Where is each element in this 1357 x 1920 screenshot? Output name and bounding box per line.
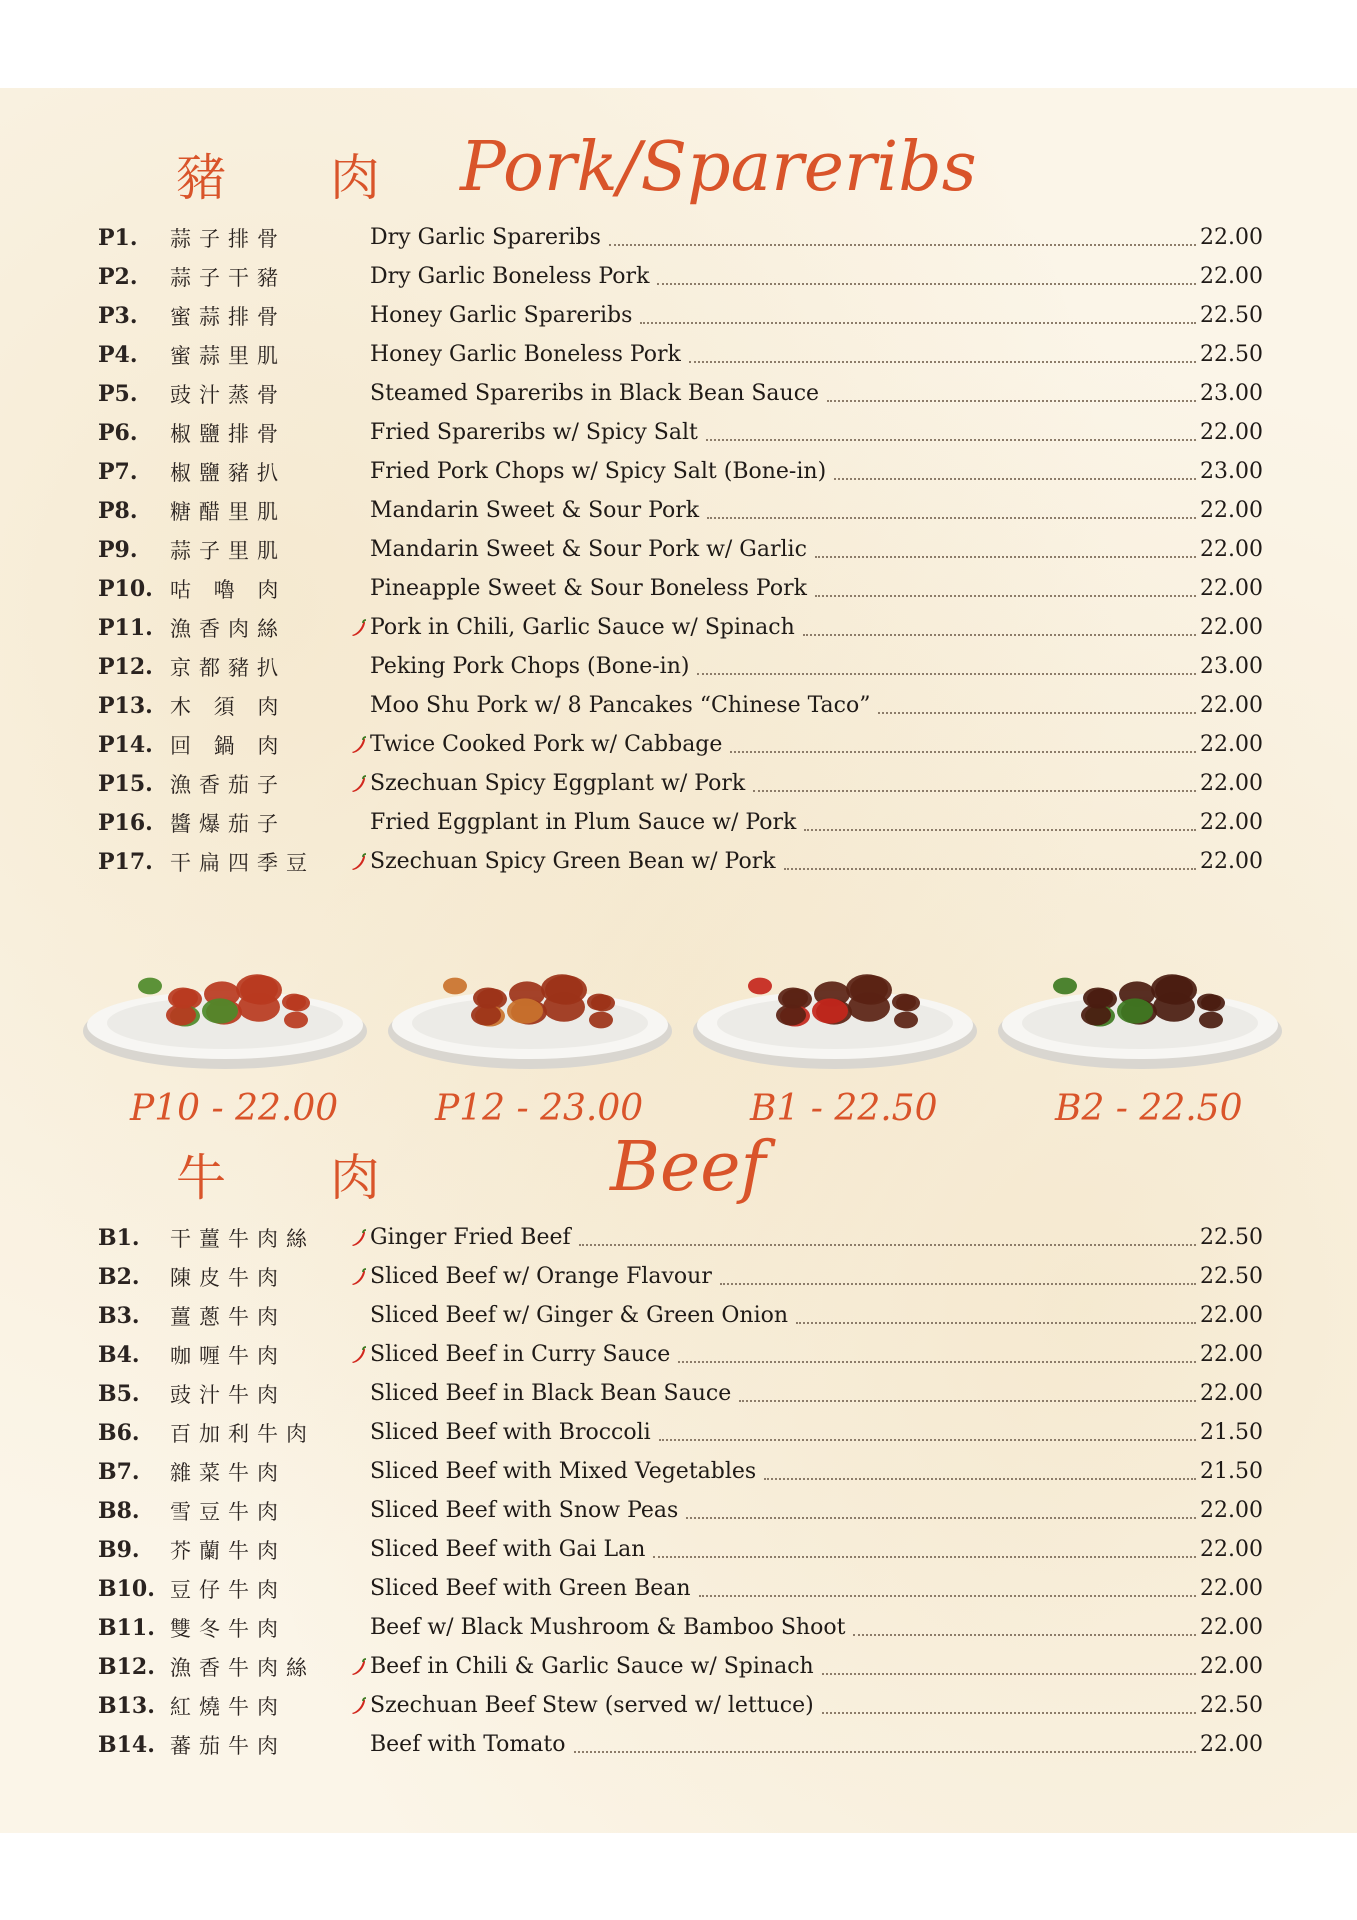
- menu-item-code: P15.: [98, 770, 153, 797]
- menu-item-english-name: Szechuan Spicy Eggplant w/ Pork: [370, 771, 746, 796]
- menu-item-chinese-name: 芥蘭牛肉: [170, 1538, 286, 1563]
- menu-item-chinese-name: 紅燒牛肉: [170, 1694, 286, 1719]
- menu-item-price: 22.00: [1200, 1303, 1263, 1328]
- menu-item-english-name: Sliced Beef with Snow Peas: [370, 1498, 679, 1523]
- menu-item-row: [98, 1335, 1263, 1374]
- dish-photo-strip: [80, 923, 1280, 1073]
- menu-item-row: [98, 647, 1263, 686]
- menu-item-code: P9.: [98, 536, 138, 563]
- menu-item-code: P4.: [98, 341, 138, 368]
- pork-item-list: [98, 218, 1263, 881]
- menu-item-row: [98, 725, 1263, 764]
- menu-item-english-name: Beef w/ Black Mushroom & Bamboo Shoot: [370, 1615, 846, 1640]
- menu-item-english-name: Sliced Beef with Green Bean: [370, 1576, 691, 1601]
- menu-item-row: [98, 686, 1263, 725]
- menu-item-chinese-name: 蜜蒜排骨: [170, 304, 286, 329]
- menu-item-row: [98, 1725, 1263, 1764]
- dotted-leader: [707, 517, 1196, 519]
- menu-item-chinese-name: 咖喱牛肉: [170, 1343, 286, 1368]
- menu-item-price: 22.50: [1200, 1693, 1263, 1718]
- menu-item-row: [98, 257, 1263, 296]
- dotted-leader: [659, 1439, 1196, 1441]
- menu-item-price: 22.00: [1200, 771, 1263, 796]
- dish-photo-p10: [80, 923, 370, 1073]
- dotted-leader: [678, 1361, 1196, 1363]
- menu-item-row: [98, 1530, 1263, 1569]
- dish-photo-b1: [690, 923, 980, 1073]
- menu-item-code: B14.: [98, 1731, 155, 1758]
- menu-item-english-name: Pork in Chili, Garlic Sauce w/ Spinach: [370, 615, 795, 640]
- menu-item-code: B9.: [98, 1536, 140, 1563]
- dotted-leader: [739, 1400, 1196, 1402]
- menu-item-english-name: Sliced Beef with Gai Lan: [370, 1537, 646, 1562]
- menu-item-price: 22.00: [1200, 615, 1263, 640]
- menu-item-code: P14.: [98, 731, 153, 758]
- menu-item-chinese-name: 木 須 肉: [170, 694, 287, 719]
- dotted-leader: [803, 634, 1196, 636]
- dotted-leader: [764, 1478, 1196, 1480]
- menu-item-english-name: Sliced Beef in Black Bean Sauce: [370, 1381, 732, 1406]
- menu-item-code: P5.: [98, 380, 138, 407]
- menu-item-english-name: Fried Spareribs w/ Spicy Salt: [370, 420, 698, 445]
- menu-item-code: P7.: [98, 458, 138, 485]
- menu-item-chinese-name: 蒜子干豬: [170, 265, 286, 290]
- menu-item-row: [98, 1452, 1263, 1491]
- menu-item-chinese-name: 漁香茄子: [170, 772, 286, 797]
- beef-item-list: [98, 1218, 1263, 1764]
- chili-pepper-icon: [348, 1696, 368, 1716]
- menu-item-row: [98, 452, 1263, 491]
- menu-item-price: 22.00: [1200, 420, 1263, 445]
- menu-item-row: [98, 608, 1263, 647]
- dotted-leader: [822, 1673, 1196, 1675]
- dotted-leader: [804, 829, 1196, 831]
- chili-pepper-icon: [348, 1267, 368, 1287]
- menu-item-chinese-name: 回 鍋 肉: [170, 733, 287, 758]
- menu-item-code: P10.: [98, 575, 153, 602]
- menu-item-chinese-name: 干薑牛肉絲: [170, 1226, 315, 1251]
- dotted-leader: [579, 1244, 1196, 1246]
- menu-item-english-name: Sliced Beef with Broccoli: [370, 1420, 651, 1445]
- menu-item-code: P17.: [98, 848, 153, 875]
- menu-item-english-name: Pineapple Sweet & Sour Boneless Pork: [370, 576, 807, 601]
- menu-item-english-name: Sliced Beef w/ Orange Flavour: [370, 1264, 712, 1289]
- menu-item-code: P12.: [98, 653, 153, 680]
- dotted-leader: [753, 790, 1196, 792]
- menu-item-chinese-name: 雙冬牛肉: [170, 1616, 286, 1641]
- menu-item-code: P13.: [98, 692, 153, 719]
- menu-item-chinese-name: 蕃茄牛肉: [170, 1733, 286, 1758]
- menu-item-price: 22.00: [1200, 264, 1263, 289]
- menu-item-code: P8.: [98, 497, 138, 524]
- menu-item-price: 22.00: [1200, 1381, 1263, 1406]
- menu-item-english-name: Mandarin Sweet & Sour Pork w/ Garlic: [370, 537, 807, 562]
- menu-item-row: [98, 1218, 1263, 1257]
- dotted-leader: [878, 712, 1196, 714]
- dotted-leader: [689, 361, 1196, 363]
- dotted-leader: [796, 1322, 1196, 1324]
- menu-item-chinese-name: 豉汁牛肉: [170, 1382, 286, 1407]
- menu-item-code: B12.: [98, 1653, 155, 1680]
- menu-item-price: 22.00: [1200, 1537, 1263, 1562]
- menu-item-chinese-name: 薑蔥牛肉: [170, 1304, 286, 1329]
- menu-item-price: 23.00: [1200, 381, 1263, 406]
- menu-item-price: 22.50: [1200, 342, 1263, 367]
- dotted-leader: [815, 556, 1196, 558]
- menu-item-price: 22.50: [1200, 1225, 1263, 1250]
- dotted-leader: [657, 283, 1196, 285]
- menu-item-code: P3.: [98, 302, 138, 329]
- menu-item-price: 22.00: [1200, 732, 1263, 757]
- menu-item-english-name: Beef in Chili & Garlic Sauce w/ Spinach: [370, 1654, 814, 1679]
- menu-item-english-name: Sliced Beef in Curry Sauce: [370, 1342, 671, 1367]
- menu-item-row: [98, 803, 1263, 842]
- menu-item-row: [98, 1374, 1263, 1413]
- menu-item-price: 22.00: [1200, 1615, 1263, 1640]
- menu-item-chinese-name: 漁香牛肉絲: [170, 1655, 315, 1680]
- menu-item-code: B7.: [98, 1458, 140, 1485]
- menu-page: [0, 88, 1357, 1833]
- menu-item-english-name: Moo Shu Pork w/ 8 Pancakes “Chinese Taco”: [370, 693, 871, 718]
- menu-item-price: 22.00: [1200, 1732, 1263, 1757]
- menu-item-code: B10.: [98, 1575, 155, 1602]
- chili-pepper-icon: [348, 1657, 368, 1677]
- menu-item-code: B13.: [98, 1692, 155, 1719]
- menu-item-code: P1.: [98, 224, 138, 251]
- menu-item-price: 23.00: [1200, 459, 1263, 484]
- dish-caption-b1: B1 - 22.50: [750, 1088, 938, 1129]
- menu-item-english-name: Honey Garlic Boneless Pork: [370, 342, 681, 367]
- chili-pepper-icon: [348, 852, 368, 872]
- menu-item-price: 22.00: [1200, 225, 1263, 250]
- menu-item-price: 22.00: [1200, 1498, 1263, 1523]
- menu-item-row: [98, 413, 1263, 452]
- menu-item-chinese-name: 蒜子里肌: [170, 538, 286, 563]
- dotted-leader: [574, 1751, 1197, 1753]
- menu-item-chinese-name: 干扁四季豆: [170, 850, 315, 875]
- beef-title-english: Beef: [610, 1128, 766, 1207]
- menu-item-code: P16.: [98, 809, 153, 836]
- menu-item-price: 22.00: [1200, 498, 1263, 523]
- menu-item-code: P11.: [98, 614, 153, 641]
- menu-item-english-name: Fried Pork Chops w/ Spicy Salt (Bone-in): [370, 459, 827, 484]
- menu-item-row: [98, 530, 1263, 569]
- menu-item-english-name: Sliced Beef w/ Ginger & Green Onion: [370, 1303, 789, 1328]
- menu-item-row: [98, 1296, 1263, 1335]
- menu-item-code: B1.: [98, 1224, 140, 1251]
- dotted-leader: [720, 1283, 1196, 1285]
- chili-pepper-icon: [348, 618, 368, 638]
- dotted-leader: [640, 322, 1196, 324]
- menu-item-row: [98, 1257, 1263, 1296]
- menu-item-price: 22.00: [1200, 1342, 1263, 1367]
- menu-item-row: [98, 569, 1263, 608]
- menu-item-row: [98, 296, 1263, 335]
- menu-item-english-name: Szechuan Beef Stew (served w/ lettuce): [370, 1693, 814, 1718]
- menu-item-english-name: Honey Garlic Spareribs: [370, 303, 633, 328]
- menu-item-chinese-name: 椒鹽豬扒: [170, 460, 286, 485]
- menu-item-row: [98, 218, 1263, 257]
- menu-item-price: 22.00: [1200, 576, 1263, 601]
- menu-item-row: [98, 491, 1263, 530]
- dotted-leader: [784, 868, 1196, 870]
- beef-title-chinese: 牛 肉: [176, 1149, 424, 1207]
- menu-item-price: 21.50: [1200, 1420, 1263, 1445]
- menu-item-english-name: Twice Cooked Pork w/ Cabbage: [370, 732, 723, 757]
- dotted-leader: [686, 1517, 1196, 1519]
- pork-title-chinese: 豬 肉: [176, 149, 424, 207]
- menu-item-english-name: Dry Garlic Spareribs: [370, 225, 601, 250]
- dotted-leader: [822, 1712, 1196, 1714]
- dotted-leader: [609, 244, 1196, 246]
- menu-item-price: 22.00: [1200, 849, 1263, 874]
- dotted-leader: [697, 673, 1196, 675]
- menu-item-row: [98, 1569, 1263, 1608]
- menu-item-row: [98, 335, 1263, 374]
- dotted-leader: [827, 400, 1196, 402]
- beef-section-heading: [0, 1128, 1357, 1218]
- menu-item-row: [98, 842, 1263, 881]
- dish-caption-p12: P12 - 23.00: [435, 1088, 644, 1129]
- menu-item-row: [98, 374, 1263, 413]
- menu-item-chinese-name: 椒鹽排骨: [170, 421, 286, 446]
- menu-item-row: [98, 1686, 1263, 1725]
- dotted-leader: [730, 751, 1196, 753]
- menu-item-price: 22.50: [1200, 303, 1263, 328]
- chili-pepper-icon: [348, 735, 368, 755]
- menu-item-chinese-name: 醬爆茄子: [170, 811, 286, 836]
- chili-pepper-icon: [348, 774, 368, 794]
- dish-photo-p12: [385, 923, 675, 1073]
- menu-item-row: [98, 1413, 1263, 1452]
- dotted-leader: [815, 595, 1196, 597]
- menu-item-row: [98, 1608, 1263, 1647]
- menu-item-price: 22.00: [1200, 1576, 1263, 1601]
- menu-item-code: B8.: [98, 1497, 140, 1524]
- menu-item-code: B11.: [98, 1614, 155, 1641]
- menu-item-english-name: Mandarin Sweet & Sour Pork: [370, 498, 700, 523]
- dish-caption-b2: B2 - 22.50: [1055, 1088, 1243, 1129]
- menu-item-price: 21.50: [1200, 1459, 1263, 1484]
- menu-item-code: B5.: [98, 1380, 140, 1407]
- menu-item-code: B3.: [98, 1302, 140, 1329]
- dotted-leader: [834, 478, 1196, 480]
- dotted-leader: [653, 1556, 1196, 1558]
- menu-item-row: [98, 1491, 1263, 1530]
- menu-item-chinese-name: 雪豆牛肉: [170, 1499, 286, 1524]
- menu-item-code: B6.: [98, 1419, 140, 1446]
- menu-item-row: [98, 1647, 1263, 1686]
- menu-item-code: B4.: [98, 1341, 140, 1368]
- chili-pepper-icon: [348, 1228, 368, 1248]
- menu-item-english-name: Ginger Fried Beef: [370, 1225, 571, 1250]
- pork-title-english: Pork/Spareribs: [460, 128, 977, 207]
- menu-item-english-name: Steamed Spareribs in Black Bean Sauce: [370, 381, 820, 406]
- menu-item-english-name: Sliced Beef with Mixed Vegetables: [370, 1459, 757, 1484]
- chili-pepper-icon: [348, 1345, 368, 1365]
- dotted-leader: [853, 1634, 1196, 1636]
- menu-item-price: 22.00: [1200, 693, 1263, 718]
- menu-item-price: 22.50: [1200, 1264, 1263, 1289]
- menu-item-english-name: Peking Pork Chops (Bone-in): [370, 654, 690, 679]
- dish-caption-p10: P10 - 22.00: [130, 1088, 339, 1129]
- menu-item-chinese-name: 豆仔牛肉: [170, 1577, 286, 1602]
- menu-item-chinese-name: 糖醋里肌: [170, 499, 286, 524]
- menu-item-chinese-name: 豉汁蒸骨: [170, 382, 286, 407]
- menu-item-chinese-name: 京都豬扒: [170, 655, 286, 680]
- menu-item-code: P6.: [98, 419, 138, 446]
- dotted-leader: [699, 1595, 1196, 1597]
- menu-item-price: 22.00: [1200, 1654, 1263, 1679]
- menu-item-chinese-name: 百加利牛肉: [170, 1421, 315, 1446]
- menu-item-english-name: Dry Garlic Boneless Pork: [370, 264, 650, 289]
- menu-item-chinese-name: 蒜子排骨: [170, 226, 286, 251]
- pork-section-heading: [0, 128, 1357, 218]
- menu-item-chinese-name: 蜜蒜里肌: [170, 343, 286, 368]
- menu-item-english-name: Szechuan Spicy Green Bean w/ Pork: [370, 849, 776, 874]
- menu-item-chinese-name: 雜菜牛肉: [170, 1460, 286, 1485]
- menu-item-chinese-name: 漁香肉絲: [170, 616, 286, 641]
- menu-item-code: B2.: [98, 1263, 140, 1290]
- menu-item-price: 22.00: [1200, 810, 1263, 835]
- menu-item-row: [98, 764, 1263, 803]
- menu-item-english-name: Fried Eggplant in Plum Sauce w/ Pork: [370, 810, 797, 835]
- menu-item-price: 23.00: [1200, 654, 1263, 679]
- menu-item-english-name: Beef with Tomato: [370, 1732, 566, 1757]
- menu-item-chinese-name: 咕 嚕 肉: [170, 577, 287, 602]
- menu-item-chinese-name: 陳皮牛肉: [170, 1265, 286, 1290]
- menu-item-price: 22.00: [1200, 537, 1263, 562]
- dish-photo-b2: [995, 923, 1285, 1073]
- dotted-leader: [706, 439, 1196, 441]
- menu-item-code: P2.: [98, 263, 138, 290]
